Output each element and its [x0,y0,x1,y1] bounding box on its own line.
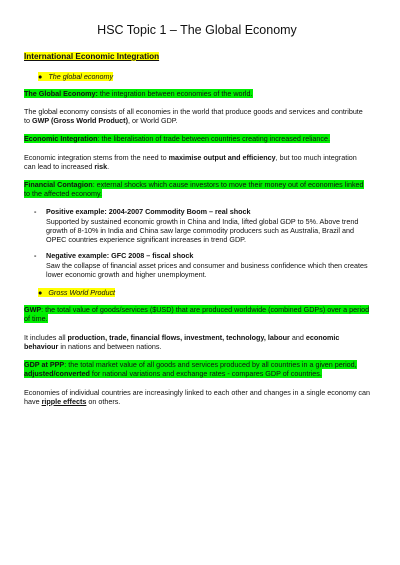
gwp-term: GWP [24,305,42,315]
economic-integration-text: : the liberalisation of trade between countries creating increased reliance. [97,134,331,144]
final-paragraph [24,388,370,406]
global-economy-text: the integration between economies of the world. [97,88,253,98]
includes-paragraph [24,333,370,351]
gwp-paragraph-bold: GWP (Gross World Product) [32,116,128,126]
bullet-gross-world-product-label: Gross World Product [48,288,116,297]
economic-integration-highlight [24,134,330,143]
gwp-paragraph-post: , or World GDP. [127,116,178,126]
ripple-effects-text: ripple effects [41,396,87,406]
gwp-paragraph [24,107,370,125]
includes-paragraph-bold1: production, trade, financial flows, investment, technology, labour [67,332,290,342]
bullet-dot-icon: ● [38,71,43,81]
gdp-ppp-term: GDP at PPP [24,360,65,370]
global-economy-definition [24,89,370,98]
financial-contagion-text: : external shocks which cause investors to move their money out of economies linked to the affected economy. [24,180,364,199]
integration-paragraph [24,153,370,171]
gdp-ppp-text2: for national variations and exchange rates - compares GDP of countries. [89,369,322,379]
financial-contagion-highlight [24,180,364,198]
example-body: Saw the collapse of financial asset prices and consumer and business confidence which then creates lower economic growth and higher unemployment. [46,260,368,279]
integration-paragraph-mid: , but too much integration can lead to increased [24,152,357,171]
includes-paragraph-bold2: economic behaviour [24,332,340,351]
example-title: Negative example: GFC 2008 – fiscal shock [46,251,194,261]
gdp-ppp-bold: adjusted/converted [24,369,90,379]
dash-icon: - [34,207,37,217]
gwp-text: : the total value of goods/services ($USD) that are produced worldwide (combined GDPs) over a period of time. [24,305,370,324]
economic-integration-term: Economic Integration [24,134,98,144]
integration-paragraph-bold2: risk [94,161,108,171]
integration-paragraph-bold1: maximise output and efficiency [168,152,276,162]
bullet-gross-world-product-highlight [38,288,115,297]
global-economy-definition-highlight [24,89,253,98]
final-paragraph-post: on others. [86,396,121,406]
bullet-global-economy-highlight [38,72,113,81]
gwp-paragraph-pre: The global economy consists of all economies in the world that produce goods and services and contribute to [24,106,363,126]
gwp-definition [24,305,370,323]
section-heading [24,52,370,63]
includes-paragraph-mid: and [289,332,306,342]
bullet-dot-icon: ● [38,288,43,297]
includes-paragraph-post: in nations and between nations. [58,341,162,351]
gwp-definition-highlight [24,305,369,323]
gdp-ppp-text1: : the total market value of all goods and services produced by all countries in a given period, [64,360,357,370]
bullet-global-economy [38,72,370,81]
example-item-negative [34,251,370,279]
example-item-positive [34,207,370,244]
dash-icon: - [34,251,37,261]
integration-paragraph-post: . [107,161,110,171]
global-economy-term: The Global Economy: [24,88,98,98]
economic-integration-definition [24,134,370,143]
example-title: Positive example: 2004-2007 Commodity Boom – real shock [46,207,251,217]
section-heading-text: International Economic Integration [24,52,160,61]
gdp-ppp-definition [24,360,370,378]
financial-contagion-definition [24,180,370,198]
example-body: Supported by sustained economic growth in China and India, lifted global GDP to 5%. Above trend growth of 8-10% in India and China saw large commodity producers such as Australia, Brazil and OPEC countries experience significant increases in trend GDP. [46,216,359,245]
integration-paragraph-pre: Economic integration stems from the need to [24,152,169,162]
bullet-gross-world-product [38,288,370,297]
document-title: HSC Topic 1 – The Global Economy [97,23,297,37]
examples-list [34,207,370,279]
includes-paragraph-pre: It includes all [24,332,68,342]
financial-contagion-term: Financial Contagion [24,180,93,190]
gdp-ppp-highlight [24,360,357,378]
bullet-global-economy-label: The global economy [48,71,114,81]
final-paragraph-pre: Economies of individual countries are increasingly linked to each other and changes in a single economy can have [24,387,371,406]
